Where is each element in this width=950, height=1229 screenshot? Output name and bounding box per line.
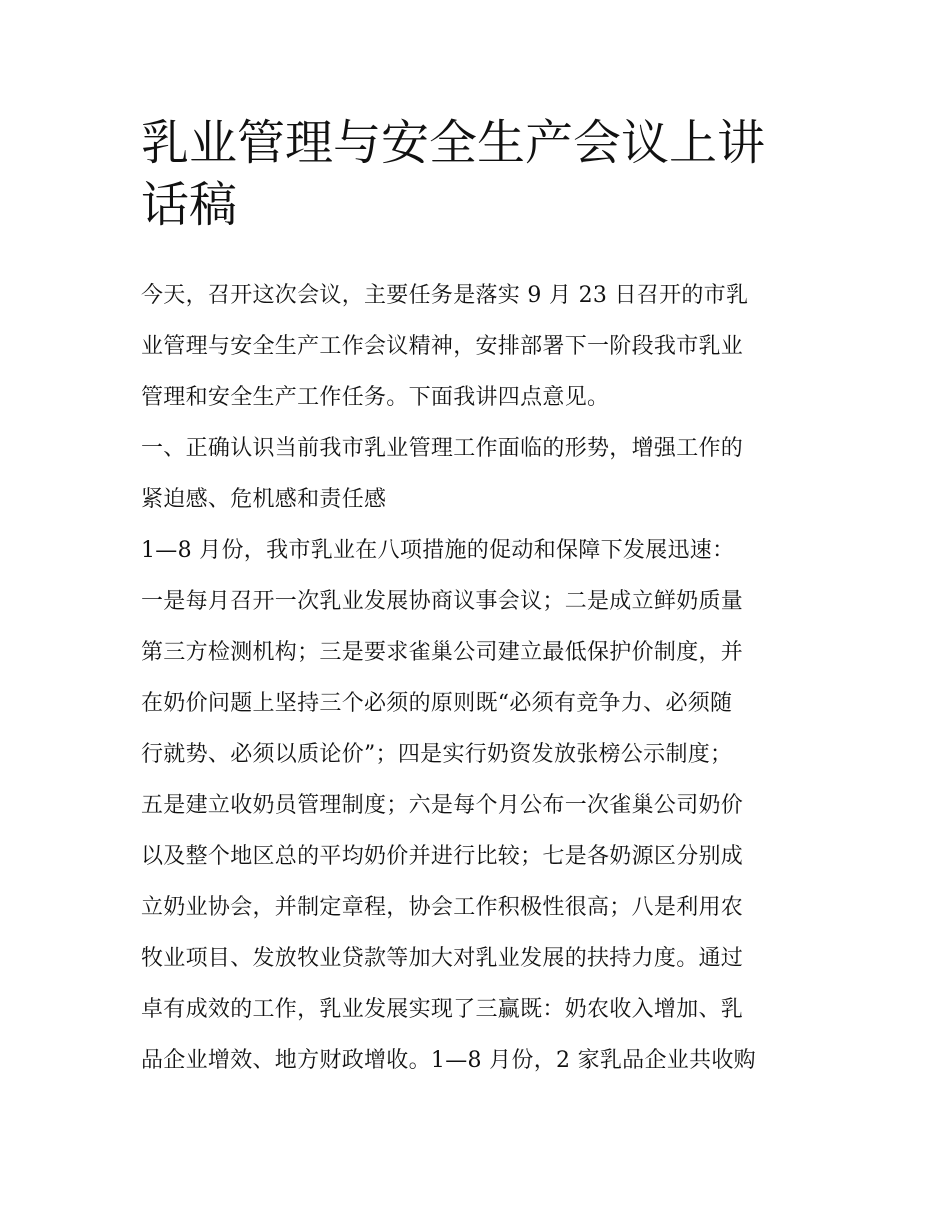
title-line: 话稿 — [141, 177, 238, 233]
text-line: 今天，召开这次会议，主要任务是落实 9 月 23 日召开的市乳 — [141, 283, 749, 308]
section-heading-one — [141, 423, 813, 525]
text-line: 行就势、必须以质论价”；四是实行奶资发放张榜公示制度； — [141, 742, 733, 767]
text-line: 以及整个地区总的平均奶价并进行比较；七是各奶源区分别成 — [141, 844, 744, 869]
document-page — [141, 112, 813, 1086]
title-line: 乳业管理与安全生产会议上讲 — [141, 115, 766, 171]
text-line: 五是建立收奶员管理制度；六是每个月公布一次雀巢公司奶价 — [141, 793, 744, 818]
document-title — [141, 112, 813, 236]
text-line: 立奶业协会，并制定章程，协会工作积极性很高；八是利用农 — [141, 895, 744, 920]
text-line: 紧迫感、危机感和责任感 — [141, 487, 387, 512]
text-line: 牧业项目、发放牧业贷款等加大对乳业发展的扶持力度。通过 — [141, 946, 744, 971]
text-line: 品企业增效、地方财政增收。1—8 月份，2 家乳品企业共收购 — [141, 1048, 756, 1073]
text-line: 卓有成效的工作，乳业发展实现了三赢既：奶农收入增加、乳 — [141, 997, 744, 1022]
text-line: 一、正确认识当前我市乳业管理工作面临的形势，增强工作的 — [141, 436, 744, 461]
text-line: 一是每月召开一次乳业发展协商议事会议；二是成立鲜奶质量 — [141, 589, 744, 614]
text-line: 业管理与安全生产工作会议精神，安排部署下一阶段我市乳业 — [141, 334, 744, 359]
paragraph-intro — [141, 270, 813, 423]
text-line: 1—8 月份，我市乳业在八项措施的促动和保障下发展迅速： — [141, 538, 735, 563]
text-line: 在奶价问题上坚持三个必须的原则既“必须有竞争力、必须随 — [141, 691, 733, 716]
text-line: 管理和安全生产工作任务。下面我讲四点意见。 — [141, 385, 610, 410]
text-line: 第三方检测机构；三是要求雀巢公司建立最低保护价制度，并 — [141, 640, 744, 665]
document-body — [141, 270, 813, 1086]
paragraph-measures — [141, 525, 813, 1086]
